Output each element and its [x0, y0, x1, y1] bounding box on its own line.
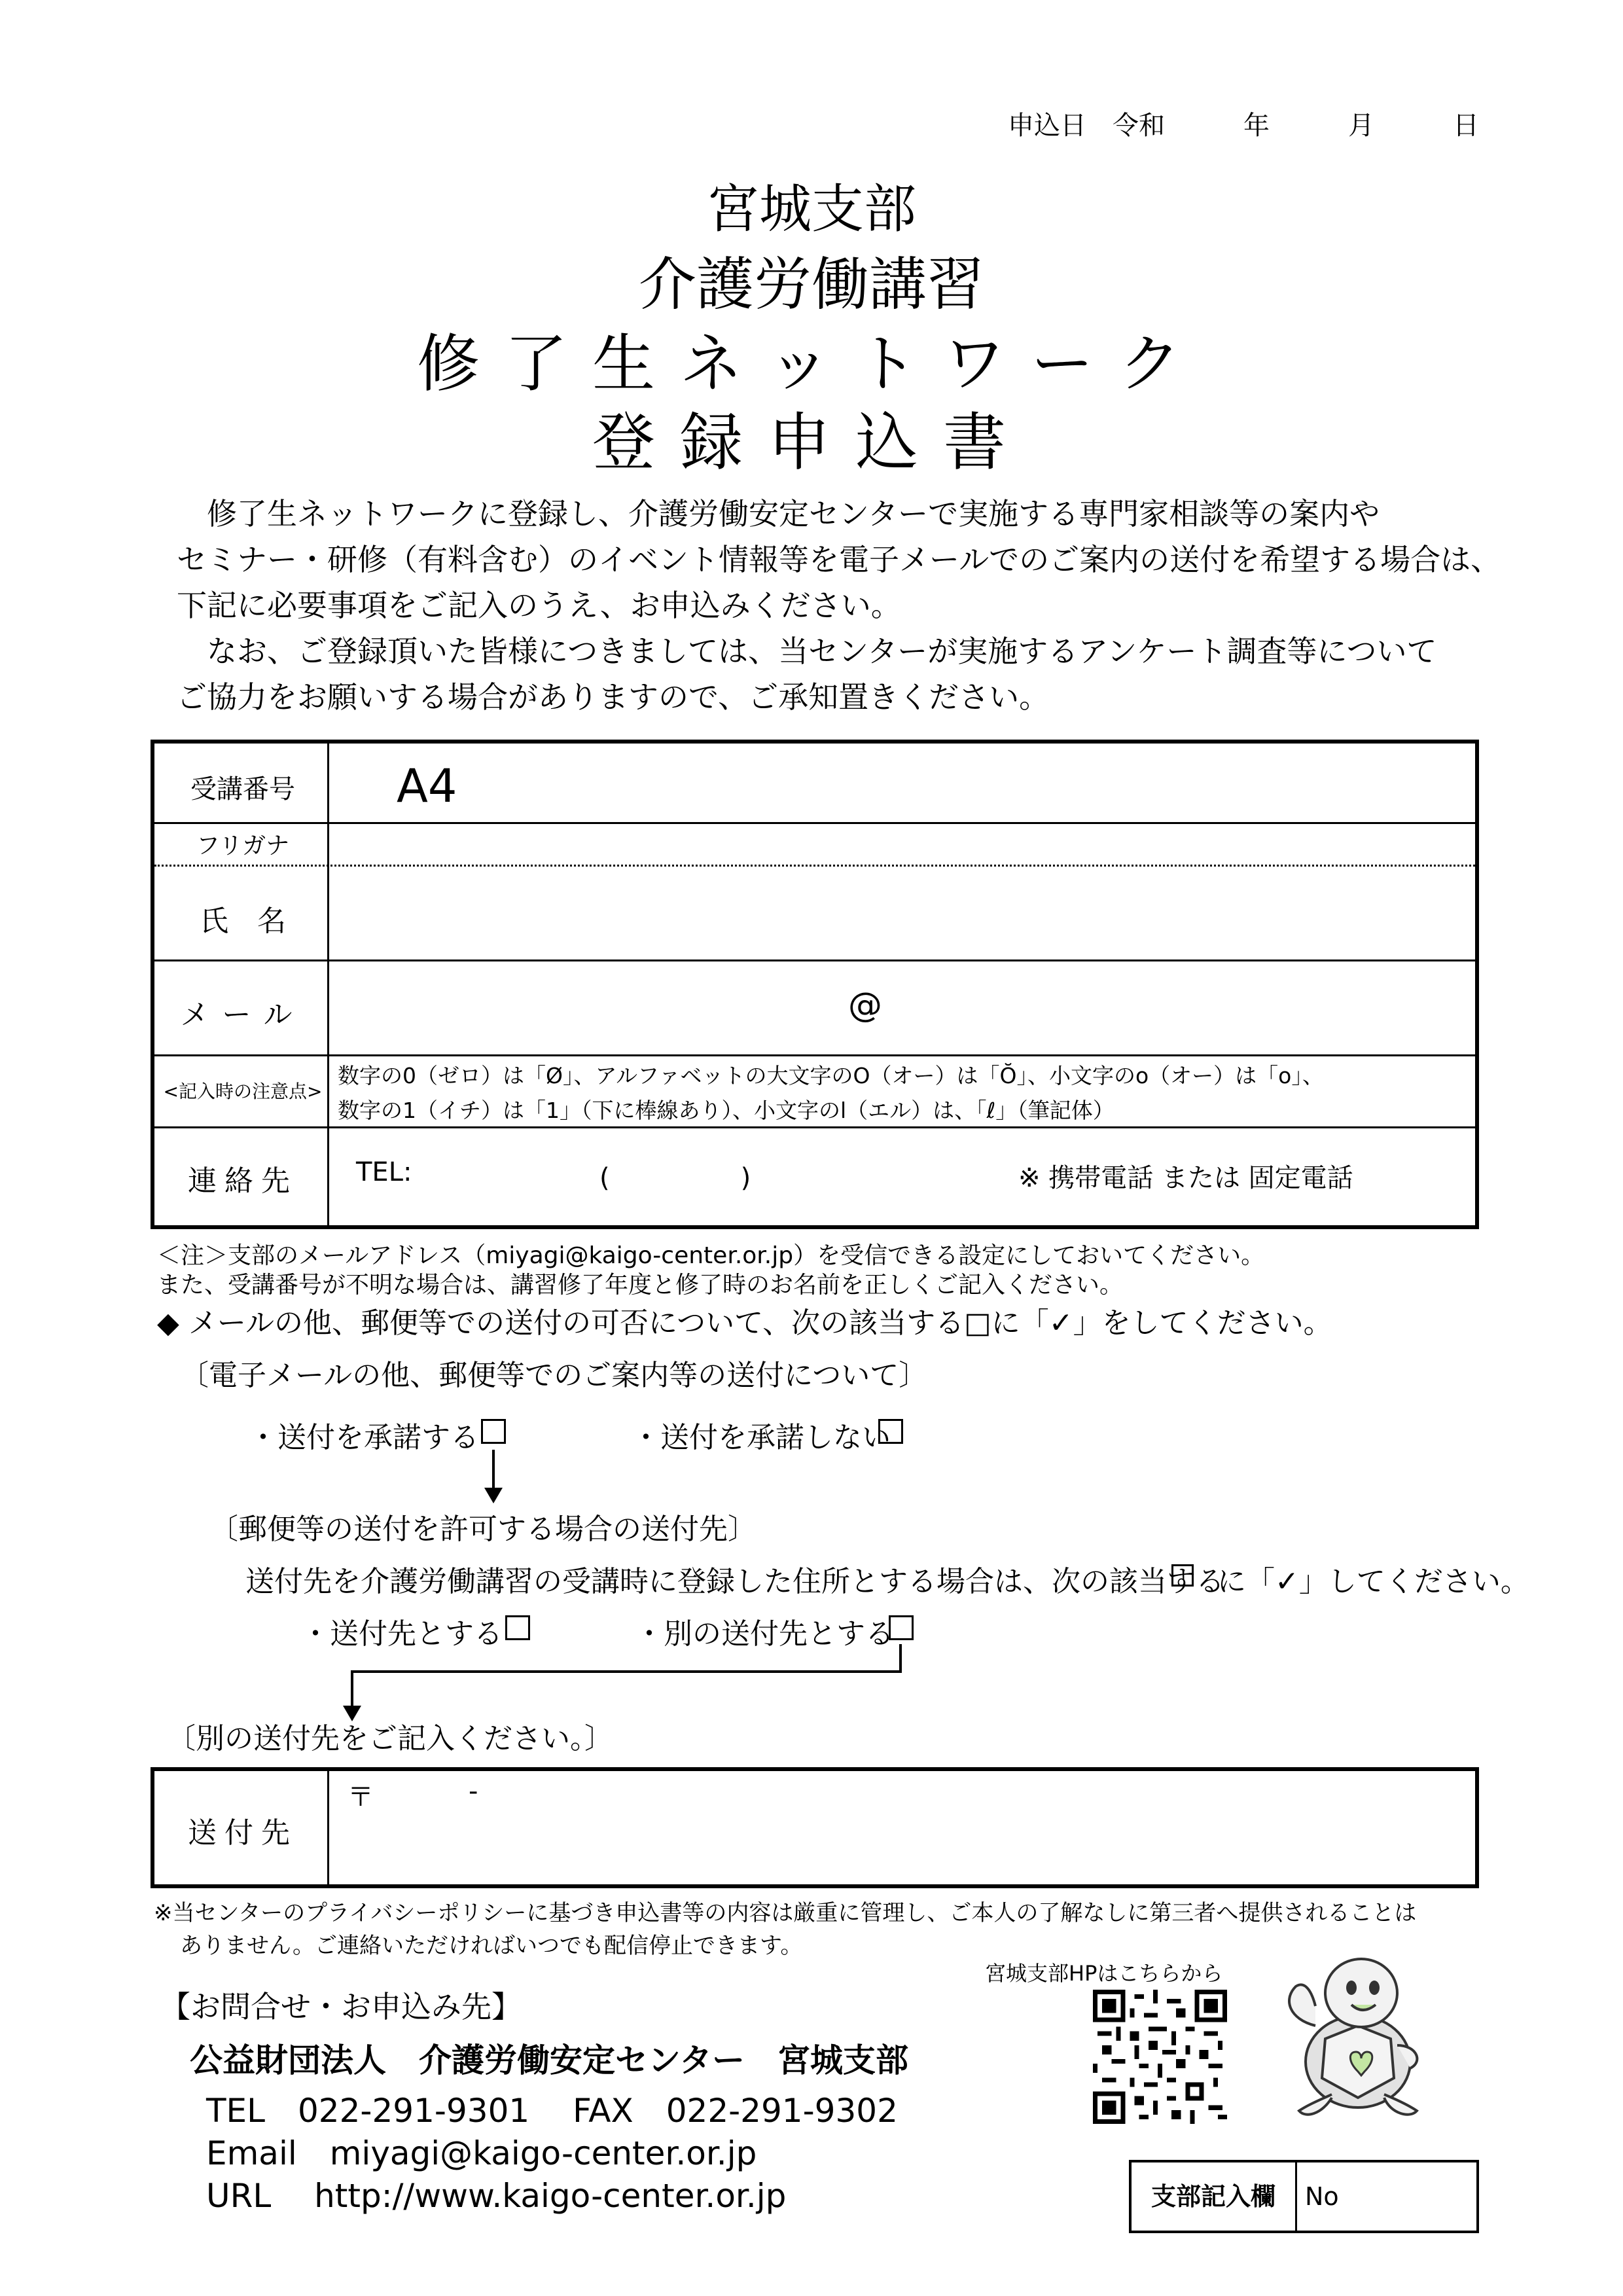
address-instruction-tail: に「✓」してください。 [1217, 1565, 1529, 1598]
row-divider [154, 1054, 1475, 1056]
postal-dash: - [469, 1776, 478, 1806]
turtle-mascot-icon [1276, 1947, 1436, 2127]
contact-label: 連絡先 [188, 1164, 298, 1198]
label-column-divider [327, 744, 329, 1225]
title-network: 修了生ネットワーク [417, 327, 1206, 401]
student-no-field[interactable]: A4 [397, 759, 457, 813]
section-heading: 〔郵便等の送付を許可する場合の送付先〕 [209, 1513, 757, 1546]
address-field[interactable] [344, 1810, 1457, 1879]
use-other-checkbox[interactable] [889, 1615, 914, 1640]
postal-mark: 〒 [348, 1782, 374, 1812]
decline-checkbox[interactable] [878, 1419, 903, 1444]
tel-label: TEL: [356, 1157, 412, 1187]
branch-use-number[interactable]: No [1305, 2182, 1339, 2211]
registration-form [151, 740, 1479, 1229]
contact-heading: 【お問合せ・お申込み先】 [160, 1989, 522, 2024]
branch-use-label: 支部記入欄 [1132, 2162, 1297, 2231]
intro-paragraph-line: なお、ご登録頂いた皆様につきましては、当センターが実施するアンケート調査等について [177, 634, 1437, 669]
caution-label: <記入時の注意点> [163, 1081, 323, 1102]
note-line: また、受講番号が不明な場合は、講習修了年度と修了時のお名前を正しくご記入ください。 [157, 1272, 1124, 1299]
title-branch: 宮城支部 [707, 179, 916, 240]
title-course: 介護労働講習 [638, 251, 984, 318]
elbow-arrow-icon [340, 1644, 910, 1723]
address-form [151, 1767, 1479, 1888]
address-label: 送付先 [188, 1816, 298, 1850]
use-other-label: ・別の送付先とする [635, 1617, 894, 1651]
qr-caption: 宮城支部HPはこちらから [985, 1961, 1223, 1986]
intro-paragraph-line: セミナー・研修（有料含む）のイベント情報等を電子メールでのご案内の送付を希望する場合は、 [177, 542, 1501, 577]
name-label: 氏 名 [200, 905, 286, 938]
caution-text: 数字の0（ゼロ）は「Ø」、アルファベットの大文字のO（オー）は「Ŏ」、小文字のo（オー）は「o」、 [338, 1063, 1324, 1088]
section-heading: 〔電子メールの他、郵便等でのご案内等の送付について〕 [180, 1359, 928, 1392]
row-divider [154, 960, 1475, 961]
title-form: 登録申込書 [592, 406, 1031, 479]
furigana-label: フリガナ [196, 833, 290, 859]
contact-tel-fax: TEL 022-291-9301 FAX 022-291-9302 [206, 2092, 898, 2130]
address-instruction: 送付先を介護労働講習の受講時に登録した住所とする場合は、次の該当する [245, 1565, 1224, 1598]
qr-code-icon[interactable] [1093, 1990, 1227, 2124]
use-registered-label: ・送付先とする [301, 1617, 503, 1651]
student-no-label: 受講番号 [190, 774, 295, 804]
mail-field[interactable]: @ [848, 986, 882, 1025]
decline-option-label: ・送付を承諾しない [632, 1421, 891, 1454]
intro-paragraph-line: 下記に必要事項をご記入のうえ、お申込みください。 [177, 588, 901, 623]
mail-label: メール [180, 998, 306, 1031]
furigana-field[interactable] [344, 827, 1457, 860]
accept-checkbox[interactable] [481, 1419, 506, 1444]
intro-paragraph-line: 修了生ネットワークに登録し、介護労働安定センターで実施する専門家相談等の案内や [177, 496, 1380, 531]
note-line: ＜注＞支部のメールアドレス（miyagi@kaigo-center.or.jp）を受信できる設定にしておいてください。 [157, 1242, 1265, 1269]
privacy-note: ありません。ご連絡いただければいつでも配信停止できます。 [180, 1933, 803, 1959]
branch-use-box [1129, 2160, 1479, 2233]
accept-option-label: ・送付を承諾する [249, 1421, 479, 1454]
caution-text: 数字の1（イチ）は「1」（下に棒線あり）、小文字のl（エル）は、「ℓ」（筆記体） [338, 1098, 1115, 1123]
intro-paragraph-line: ご協力をお願いする場合がありますので、ご承知置きください。 [177, 679, 1050, 715]
name-field[interactable] [344, 874, 1457, 946]
dotted-divider [154, 865, 1475, 867]
use-registered-checkbox[interactable] [505, 1615, 530, 1640]
contact-email-link[interactable]: Email miyagi@kaigo-center.or.jp [206, 2134, 757, 2172]
row-divider [154, 1126, 1475, 1128]
delivery-question: ◆ メールの他、郵便等での送付の可否について、次の該当する□に「✓」をしてください。 [157, 1306, 1332, 1340]
section-heading: 〔別の送付先をご記入ください。〕 [167, 1722, 613, 1755]
down-arrow-icon [478, 1450, 509, 1505]
tel-field[interactable]: ( ) [599, 1163, 751, 1193]
instruction-checkbox-sample [1171, 1564, 1194, 1587]
row-divider [154, 822, 1475, 824]
tel-note: ※ 携帯電話 または 固定電話 [1018, 1163, 1353, 1193]
contact-url-link[interactable]: URL http://www.kaigo-center.or.jp [206, 2177, 787, 2215]
application-date: 申込日 令和 年 月 日 [1008, 111, 1479, 141]
contact-organization: 公益財団法人 介護労働安定センター 宮城支部 [190, 2041, 908, 2079]
privacy-note: ※当センターのプライバシーポリシーに基づき申込書等の内容は厳重に管理し、ご本人の了解なしに第三者へ提供されることは [154, 1900, 1417, 1926]
